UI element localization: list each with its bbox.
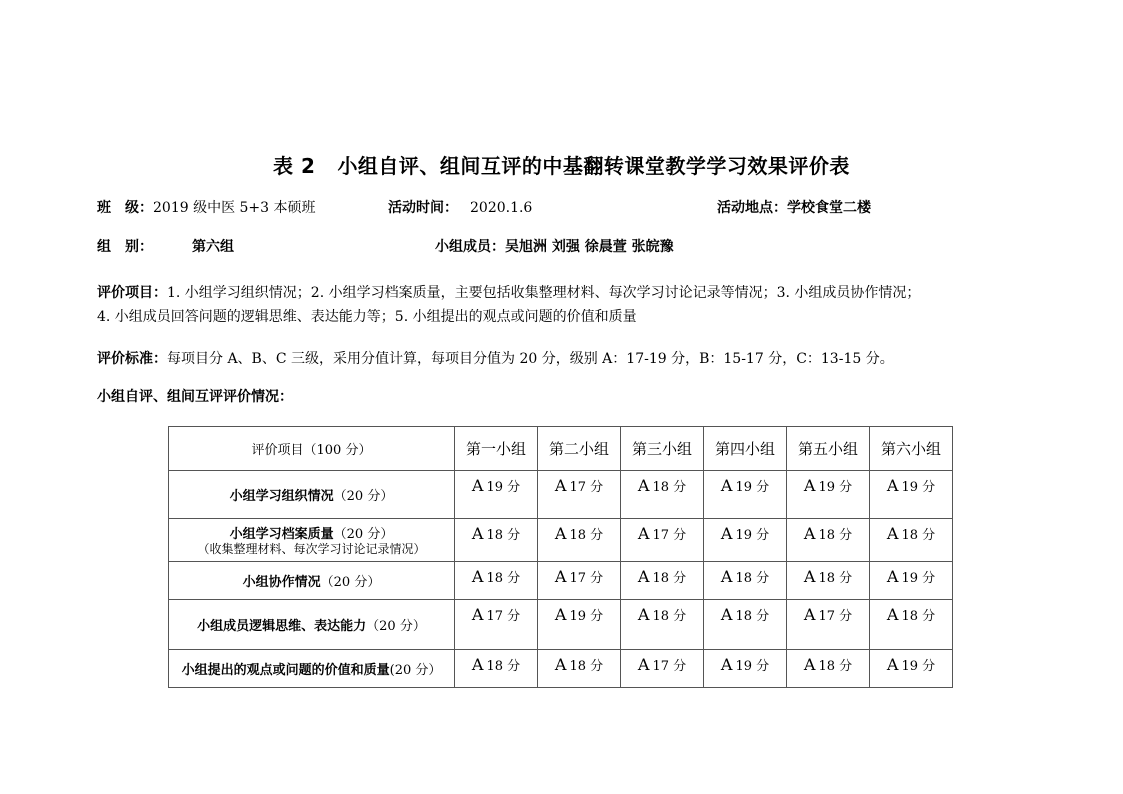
score-cell: A 18 分 [787, 562, 870, 600]
group-value: 第六组 [192, 239, 234, 255]
eval-standard-label: 评价标准： [97, 351, 167, 367]
members-label: 小组成员： [435, 239, 505, 255]
score-cell: A 18 分 [538, 519, 621, 562]
score-cell: A 18 分 [704, 562, 787, 600]
eval-items-label: 评价项目： [97, 285, 167, 301]
time-value: 2020.1.6 [470, 200, 533, 216]
header-group-6: 第六小组 [870, 427, 953, 471]
page-title [0, 150, 1123, 179]
time-label: 活动时间： [388, 200, 458, 216]
place-value: 学校食堂二楼 [787, 200, 871, 216]
score-cell: A 18 分 [621, 562, 704, 600]
score-cell: A 17 分 [455, 600, 538, 650]
table-number: 表 2 [273, 154, 316, 178]
score-cell: A 18 分 [455, 650, 538, 688]
score-cell: A 18 分 [870, 519, 953, 562]
title-text: 小组自评、组间互评的中基翻转课堂教学学习效果评价表 [337, 154, 850, 178]
score-cell: A 17 分 [621, 650, 704, 688]
evaluation-table [168, 426, 953, 688]
eval-items-line1: 1. 小组学习组织情况；2. 小组学习档案质量，主要包括收集整理材料、每次学习讨论记录等情况；3. 小组成员协作情况； [167, 285, 921, 301]
table-row [169, 562, 953, 600]
score-cell: A 17 分 [538, 562, 621, 600]
table-row [169, 600, 953, 650]
table-row [169, 650, 953, 688]
score-cell: A 18 分 [704, 600, 787, 650]
row-item: 小组提出的观点或问题的价值和质量(20 分） [169, 650, 455, 688]
class-field [97, 197, 316, 217]
score-cell: A 19 分 [704, 471, 787, 519]
score-cell: A 19 分 [787, 471, 870, 519]
header-group-5: 第五小组 [787, 427, 870, 471]
score-cell: A 18 分 [621, 471, 704, 519]
score-cell: A 19 分 [870, 562, 953, 600]
row-item: 小组学习档案质量（20 分） （收集整理材料、每次学习讨论记录情况） [169, 519, 455, 562]
score-cell: A 17 分 [538, 471, 621, 519]
header-group-1: 第一小组 [455, 427, 538, 471]
header-group-4: 第四小组 [704, 427, 787, 471]
score-cell: A 19 分 [704, 650, 787, 688]
row-item: 小组学习组织情况（20 分） [169, 471, 455, 519]
eval-items-line2: 4. 小组成员回答问题的逻辑思维、表达能力等；5. 小组提出的观点或问题的价值和质量 [97, 309, 637, 325]
score-cell: A 18 分 [621, 600, 704, 650]
score-cell: A 19 分 [538, 600, 621, 650]
members-value: 吴旭洲 刘强 徐晨萱 张皖豫 [505, 239, 674, 255]
group-label: 组 别： [97, 239, 153, 255]
members-field [435, 236, 674, 256]
place-label: 活动地点： [717, 200, 787, 216]
table-row [169, 471, 953, 519]
header-group-2: 第二小组 [538, 427, 621, 471]
score-cell: A 18 分 [455, 519, 538, 562]
class-value: 2019 级中医 5+3 本硕班 [153, 200, 316, 216]
score-cell: A 18 分 [455, 562, 538, 600]
score-cell: A 17 分 [787, 600, 870, 650]
score-cell: A 17 分 [621, 519, 704, 562]
table-header-row [169, 427, 953, 471]
score-cell: A 19 分 [455, 471, 538, 519]
header-item: 评价项目（100 分） [169, 427, 455, 471]
class-label: 班 级： [97, 200, 153, 216]
score-cell: A 19 分 [704, 519, 787, 562]
score-cell: A 18 分 [538, 650, 621, 688]
score-cell: A 18 分 [787, 650, 870, 688]
eval-items [97, 281, 920, 329]
section-heading: 小组自评、组间互评评价情况： [97, 389, 293, 405]
eval-standard [97, 347, 894, 371]
score-cell: A 18 分 [787, 519, 870, 562]
header-group-3: 第三小组 [621, 427, 704, 471]
place-field [717, 197, 871, 217]
score-cell: A 18 分 [870, 600, 953, 650]
time-field [388, 197, 532, 217]
row-item: 小组协作情况（20 分） [169, 562, 455, 600]
row-item: 小组成员逻辑思维、表达能力（20 分） [169, 600, 455, 650]
score-cell: A 19 分 [870, 650, 953, 688]
score-cell: A 19 分 [870, 471, 953, 519]
eval-standard-text: 每项目分 A、B、C 三级，采用分值计算，每项目分值为 20 分，级别 A：17-19 分，B：15-17 分，C：13-15 分。 [167, 351, 894, 367]
table-row [169, 519, 953, 562]
